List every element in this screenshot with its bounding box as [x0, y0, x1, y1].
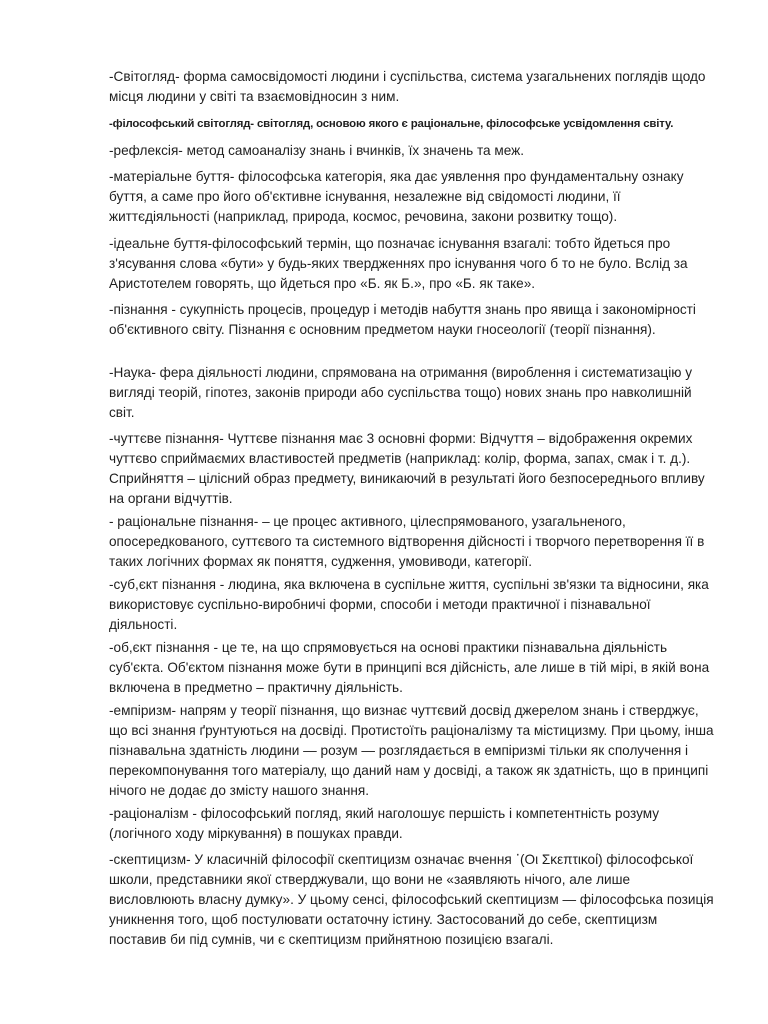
definition-reflection: -рефлексія- метод самоаналізу знань і вчинків, їх значень та меж.	[109, 143, 524, 158]
definition-sensory-cognition: -чуттєве пізнання- Чуттєве пізнання має 3 основні форми: Відчуття – відображення окремих чуттєво сприймаємих властивостей предметів (наприклад: колір, форма, запах, смак і т. д.). Сприйняття – цілісний образ предмету, виникаючий в результаті його безпосереднього впливу на органи відчуттів.	[109, 431, 705, 506]
definition-subject-of-cognition: -суб,єкт пізнання - людина, яка включена в суспільне життя, суспільні зв'язки та відносини, яка використовує суспільно-виробничі форми, способи і методи практичної і пізнавальної діяльності.	[109, 577, 709, 632]
definition-rationalism: -раціоналізм - філософський погляд, який наголошує першість і компетентність розуму (логічного ходу міркування) в пошуках правди.	[109, 806, 660, 841]
definition-rational-cognition: - раціональне пізнання- – це процес активного, цілеспрямованого, узагальненого, опосередкованого, суттєвого та системного відтворення дійсності і творчого перетворення її в таких логічних формах як поняття, судження, умовиводи, категорії.	[109, 514, 705, 569]
definition-empiricism: -емпіризм- напрям у теорії пізнання, що визнає чуттєвий досвід джерелом знань і стверджує, що всі знання ґрунтуються на досвіді. Протистоїть раціоналізму та містицизму. При цьому, інша пізнавальна здатність людини — розум — розглядається в емпіризмі тільки як сполучення і перекомпонування того матеріалу, що даний нам у досвіді, а також як здатність, що в принципі нічого не додає до змісту нашого знання.	[109, 703, 714, 798]
definition-ideal-being: -ідеальне буття-філософський термін, що позначає існування взагалі: тобто йдеться про з'ясування слова «бути» у будь-яких твердженнях про існування чого б то не було. Вслід за Аристотелем говорять, що йдеться про «Б. як Б.», про «Б. як таке».	[109, 236, 688, 291]
definition-worldview: -Світогляд- форма самосвідомості людини і суспільства, система узагальнених поглядів щодо місця людини у світі та взаємовідносин з ним.	[109, 69, 706, 104]
definition-science: -Наука- фера діяльності людини, спрямована на отримання (вироблення і систематизацію у вигляді теорій, гіпотез, законів природи або суспільства тощо) нових знань про навколишній світ.	[109, 365, 693, 420]
definition-skepticism: -скептицизм- У класичній філософії скептицизм означає вчення ᾽(Οι Σκεπτικοί) філософської школи, представники якої стверджували, що вони не «заявляють нічого, але лише висловлюють власну думку». У цьому сенсі, філософський скептицизм — філософська позиція уникнення того, щоб постулювати остаточну істину. Застосований до себе, скептицизм поставив би під сумнів, чи є скептицизм прийнятною позицією взагалі.	[109, 852, 714, 947]
definition-philosophical-worldview: -філософський світогляд- світогляд, основою якого є раціональне, філософське усвідомлення світу.	[109, 118, 674, 130]
definition-object-of-cognition: -об,єкт пізнання - це те, на що спрямовується на основі практики пізнавальна діяльність суб'єкта. Об'єктом пізнання може бути в принципі вся дійсність, але лише в тій мірі, в якій вона включена в предметно – практичну діяльність.	[109, 640, 710, 695]
definition-material-being: -матеріальне буття- філософська категорія, яка дає уявлення про фундаментальну ознаку буття, а саме про його об'єктивне існування, незалежне від свідомості людини, її життєдіяльності (наприклад, природа, космос, речовина, закони розвитку тощо).	[109, 169, 684, 224]
definition-cognition: -пізнання - сукупність процесів, процедур і методів набуття знань про явища і закономірності об'єктивного світу. Пізнання є основним предметом науки гносеології (теорії пізнання).	[109, 302, 696, 337]
